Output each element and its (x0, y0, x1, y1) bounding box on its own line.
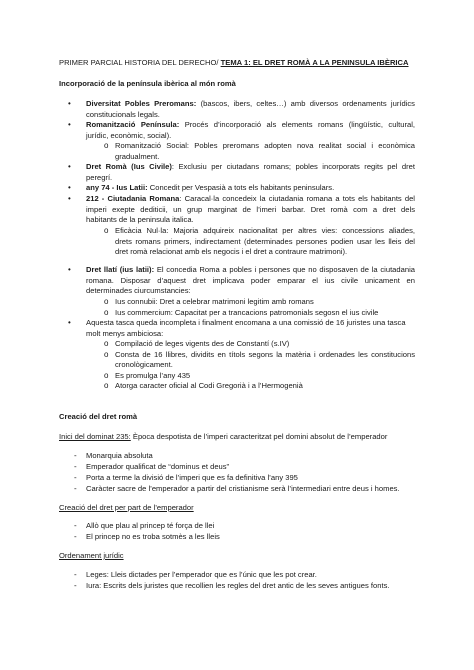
item-line: drets romans primers, indirectament (determinades persones podien usar les lleis del (115, 236, 415, 246)
bullet-circle: o (104, 226, 109, 235)
item-line: Compilació de leges vigents des de Constantí (s.IV) (115, 339, 290, 348)
subsection-heading: Inici del dominat 235: Època despotista de l’imperi caracteritzat pel domini absolut de l’emperador (59, 432, 388, 441)
item-line: Dret llatí (ius latii): El concedia Roma a pobles i persones que no disposaven de la ciutadania (86, 265, 415, 274)
item-line: Aquesta tasca queda incompleta i finalment encomana a una comissió de 16 juristes una tasca (86, 318, 406, 327)
item-line: cronològicament. (115, 360, 173, 369)
bullet-dash: - (74, 451, 77, 460)
item-line: Eficàcia Nul·la: Majoria adquireix nacionalitat per altres vies: concessions aliades, (115, 226, 415, 235)
title-topic: TEMA 1: EL DRET ROMÀ A LA PENINSULA IBÈRICA (220, 58, 409, 67)
bullet-circle: o (104, 370, 109, 380)
item-line: determinades ciurcumstancies: (86, 286, 191, 295)
subsection-heading: Creació del dret per part de l’emperador (59, 503, 194, 512)
list-item: Allò que plau al princep té força de llei (86, 521, 215, 530)
item-line: 212 - Ciutadania Romana: Caracal·la concedeix la ciutadania romana a tots els habitants del (86, 194, 415, 203)
item-line: jurídic, econòmic, social). (86, 130, 172, 140)
bullet-dot: • (68, 99, 71, 108)
bullet-dash: - (74, 521, 77, 530)
bullet-circle: o (104, 141, 109, 150)
bullet-dash: - (74, 473, 77, 482)
bullet-dash: - (74, 581, 77, 590)
bullet-circle: o (104, 297, 109, 306)
item-line: gradualment. (115, 151, 160, 161)
item-line: imperi exepte dediticii, un grup marginat de l’imeri barbar. Dret romà com a dret dels (86, 204, 415, 214)
bullet-circle: o (104, 381, 109, 390)
document-title (59, 58, 409, 68)
item-line: Consta de 16 llibres, dividits en títols segons la matèria i ordenades les constitucions (115, 349, 415, 359)
item-line: Ius commercium: Capacitat per a trancacions patromonials segosn el ius civile (115, 307, 379, 317)
item-line: Diversitat Pobles Preromans: (bascos, ibers, celtes…) amb diversos ordenaments jurídics (86, 99, 415, 108)
list-item: Emperador qualificat de “dominus et deus” (86, 462, 230, 471)
list-item: Porta a terme la divisió de l’imperi que es fa definitiva l’any 395 (86, 473, 298, 482)
bullet-dot: • (68, 318, 71, 327)
item-line: peregrí. (86, 172, 113, 182)
bullet-dash: - (74, 484, 77, 493)
bullet-circle: o (104, 339, 109, 348)
section1-heading: Incorporació de la península ibèrica al món romà (59, 79, 236, 88)
item-line: Atorga caracter oficial al Codi Gregorià i a l’Hermogenià (115, 381, 303, 390)
section2-heading: Creació del dret romà (59, 412, 138, 421)
item-line: dret romà relacionat amb els negocis i el dret a contraure matrimoni). (115, 247, 348, 256)
item-line: any 74 - Ius Latii: Concedit per Vespasià a tots els habitants peninsulars. (86, 183, 335, 192)
item-line: Romanització Península: Procés d’incorporació als elements romans (lingüístic, cultural, (86, 120, 415, 129)
bullet-circle: o (104, 349, 109, 359)
item-line: Romanització Social: Pobles preromans adopten nova realitat social i econòmica (115, 141, 415, 150)
bullet-dot: • (68, 162, 71, 171)
item-line: Dret Romà (Ius Civile): Exclusiu per ciutadans romans; pobles incorporats regits pel dret (86, 162, 415, 171)
item-line: romana. Disposar d’aquest dret implicava poder emparar el ius civile unicament en (86, 275, 415, 285)
bullet-dot: • (68, 183, 71, 192)
item-line: molt menys ambiciosa: (86, 328, 164, 338)
title-prefix: PRIMER PARCIAL HISTORIA DEL DERECHO/ (59, 58, 221, 67)
item-line: habitants de la peninsula italica. (86, 215, 194, 224)
item-line: constitucionals legals. (86, 109, 160, 119)
bullet-dash: - (74, 462, 77, 471)
bullet-dash: - (74, 570, 77, 579)
bullet-dot: • (68, 265, 71, 274)
bullet-dot: • (68, 120, 71, 129)
item-line: Ius connubii: Dret a celebrar matrimoni legitim amb romans (115, 297, 314, 306)
list-item: Iura: Escrits dels juristes que recollien les regles del dret antic de les seves antigues fonts. (86, 581, 390, 590)
bullet-circle: o (104, 307, 109, 317)
item-line: Es promulga l’any 435 (115, 370, 191, 380)
subsection-heading: Ordenament jurídic (59, 551, 124, 560)
list-item: Leges: Lleis dictades per l’emperador que es l’únic que les pot crear. (86, 570, 317, 579)
bullet-dot: • (68, 194, 71, 203)
list-item: El princep no es troba sotmès a les lleis (86, 532, 220, 541)
list-item: Monarquia absoluta (86, 451, 153, 460)
bullet-dash: - (74, 532, 77, 541)
list-item: Caràcter sacre de l’emperador a partir del cristianisme serà l’intermediari entre deus i homes. (86, 484, 400, 493)
